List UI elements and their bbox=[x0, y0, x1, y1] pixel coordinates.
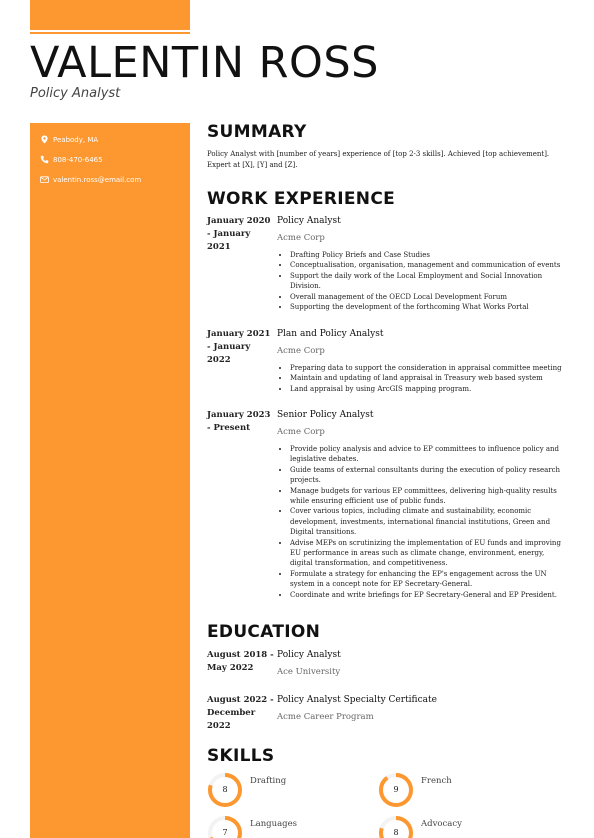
bullet-item: • Cover various topics, including climate and sustainability, economic development, investments, international financial institutions, Green and Digital transitions. bbox=[290, 506, 567, 537]
bullet-item: • Conceptualisation, organisation, management and communication of events bbox=[290, 260, 567, 270]
skills-heading: SKILLS bbox=[207, 746, 275, 766]
skill-label: French bbox=[421, 776, 452, 786]
phone-text: 808-470-6465 bbox=[53, 155, 103, 164]
email-link[interactable]: valentin.ross@email.com bbox=[53, 175, 142, 184]
entry-degree: Policy Analyst bbox=[277, 650, 341, 660]
entry-dates: January 2023 - Present bbox=[207, 410, 271, 433]
skill-level-value: 7 bbox=[222, 828, 228, 837]
entry-organization: Acme Corp bbox=[277, 233, 325, 243]
entry-degree: Policy Analyst Specialty Certificate bbox=[277, 695, 437, 705]
bullet-item: • Maintain and updating of land appraisal in Treasury web based system bbox=[290, 373, 567, 383]
entry-bullets bbox=[277, 444, 567, 600]
contact-location bbox=[40, 135, 98, 144]
skill-level-value: 8 bbox=[222, 785, 228, 794]
bullet-item: • Support the daily work of the Local Employment and Social Innovation Division. bbox=[290, 271, 567, 292]
bullet-item: • Guide teams of external consultants during the execution of policy research projects. bbox=[290, 465, 567, 486]
bullet-item: • Supporting the development of the forthcoming What Works Portal bbox=[290, 302, 567, 312]
skill-level-value: 8 bbox=[393, 828, 399, 837]
bullet-item: • Provide policy analysis and advice to EP committees to influence policy and legislative debates. bbox=[290, 444, 567, 465]
entry-organization: Acme Corp bbox=[277, 427, 325, 437]
entry-bullets bbox=[277, 250, 567, 312]
entry-dates: August 2018 - May 2022 bbox=[207, 650, 274, 673]
skill-item bbox=[207, 815, 298, 838]
summary-heading: SUMMARY bbox=[207, 122, 307, 142]
entry-institution: Acme Career Program bbox=[277, 712, 374, 722]
phone-icon bbox=[40, 155, 49, 164]
bullet-item: • Formulate a strategy for enhancing the EP's engagement across the UN system in a concept note for EP Secretary-General. bbox=[290, 569, 567, 590]
entry-bullets bbox=[277, 363, 567, 394]
accent-divider bbox=[30, 32, 190, 34]
envelope-icon bbox=[40, 175, 49, 184]
entry-institution: Ace University bbox=[277, 667, 341, 677]
candidate-name: VALENTIN ROSS bbox=[30, 38, 379, 88]
entry-role: Policy Analyst bbox=[277, 216, 341, 226]
sidebar bbox=[30, 123, 190, 838]
entry-dates: January 2020 - January 2021 bbox=[207, 216, 271, 252]
contact-email bbox=[40, 175, 141, 184]
skill-item bbox=[378, 815, 462, 838]
contact-phone bbox=[40, 155, 103, 164]
bullet-item: • Advise MEPs on scrutinizing the implementation of EU funds and improving EU performance in areas such as climate change, environment, energy, digital transformation, and competitiveness. bbox=[290, 538, 567, 569]
bullet-item: • Drafting Policy Briefs and Case Studies bbox=[290, 250, 567, 260]
bullet-item: • Preparing data to support the consideration in appraisal committee meeting bbox=[290, 363, 567, 373]
skill-level-value: 9 bbox=[393, 785, 399, 794]
entry-role: Senior Policy Analyst bbox=[277, 410, 374, 420]
bullet-item: • Manage budgets for various EP committees, delivering high-quality results while ensuring efficient use of public funds. bbox=[290, 486, 567, 507]
skill-item bbox=[378, 772, 452, 808]
entry-organization: Acme Corp bbox=[277, 346, 325, 356]
location-text: Peabody, MA bbox=[53, 135, 99, 144]
summary-text: Policy Analyst with [number of years] experience of [top 2-3 skills]. Achieved [top achievement]. Expert at [X], [Y] and [Z]. bbox=[207, 150, 550, 169]
bullet-item: • Land appraisal by using ArcGIS mapping program. bbox=[290, 384, 567, 394]
work-experience-heading: WORK EXPERIENCE bbox=[207, 189, 396, 209]
skill-label: Drafting bbox=[250, 776, 287, 786]
skill-label: Languages bbox=[250, 819, 298, 829]
bullet-item: • Coordinate and write briefings for EP Secretary-General and EP President. bbox=[290, 590, 567, 600]
map-pin-icon bbox=[40, 135, 49, 144]
entry-role: Plan and Policy Analyst bbox=[277, 329, 384, 339]
candidate-title: Policy Analyst bbox=[30, 86, 121, 101]
skill-label: Advocacy bbox=[421, 819, 462, 829]
accent-top-bar bbox=[30, 0, 190, 30]
entry-dates: January 2021 - January 2022 bbox=[207, 329, 271, 365]
entry-dates: August 2022 - December 2022 bbox=[207, 695, 274, 731]
education-heading: EDUCATION bbox=[207, 622, 321, 642]
bullet-item: • Overall management of the OECD Local Development Forum bbox=[290, 292, 567, 302]
skill-item bbox=[207, 772, 287, 808]
